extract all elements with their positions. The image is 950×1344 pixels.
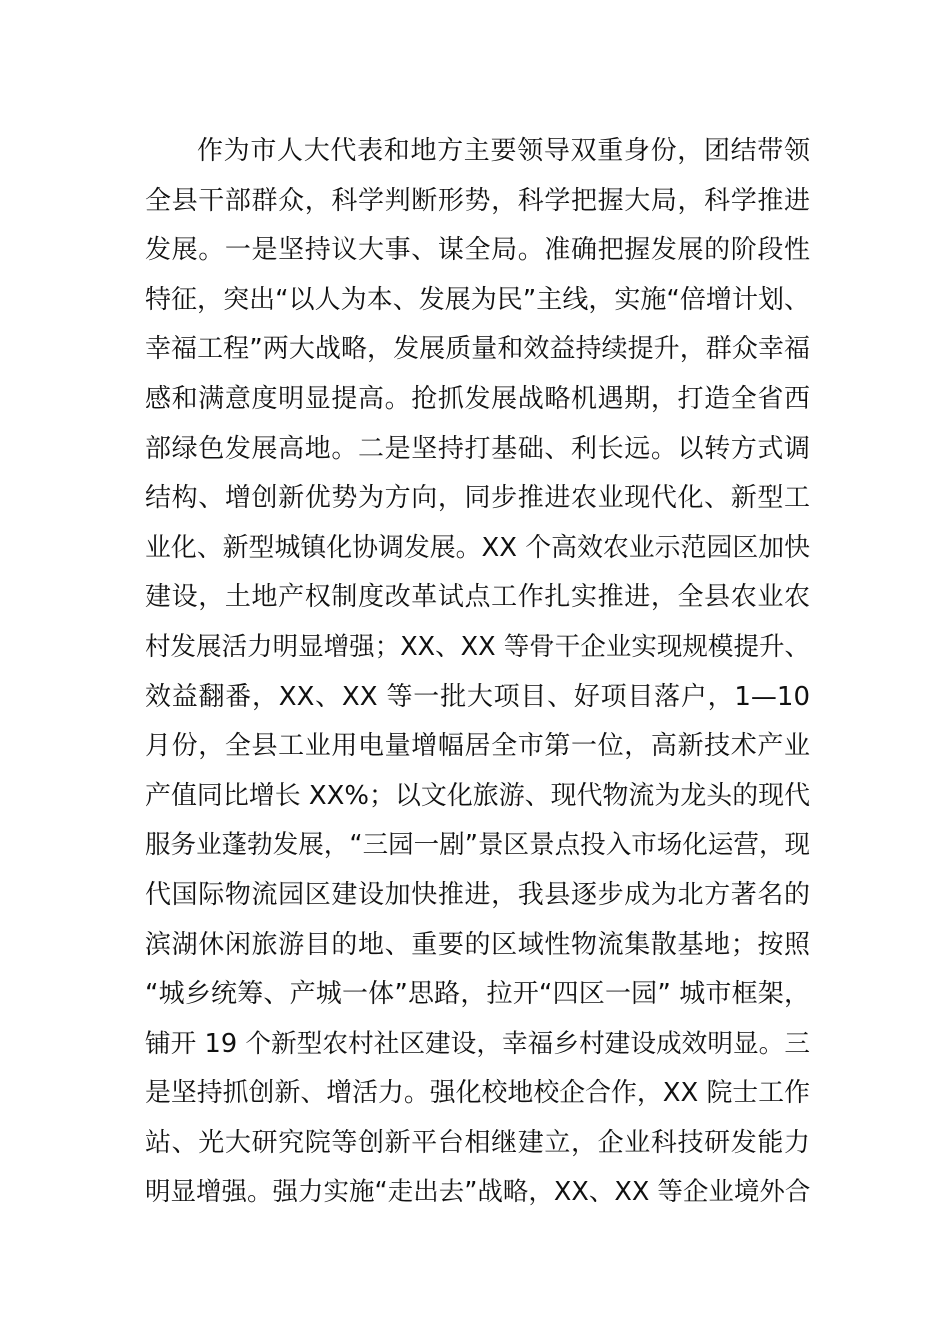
text-line: 代国际物流园区建设加快推进，我县逐步成为北方著名的 bbox=[145, 879, 810, 910]
text-line: 铺开 19 个新型农村社区建设，幸福乡村建设成效明显。三 bbox=[145, 1028, 810, 1059]
text-line: 幸福工程”两大战略，发展质量和效益持续提升，群众幸福 bbox=[145, 334, 810, 365]
text-line: 村发展活力明显增强；XX、XX 等骨干企业实现规模提升、 bbox=[145, 631, 810, 662]
text-line: 感和满意度明显提高。抢抓发展战略机遇期，打造全省西 bbox=[145, 383, 810, 414]
text-line: 明显增强。强力实施“走出去”战略，XX、XX 等企业境外合 bbox=[145, 1177, 811, 1208]
text-line: 站、光大研究院等创新平台相继建立，企业科技研发能力 bbox=[145, 1127, 810, 1158]
text-line: 发展。一是坚持议大事、谋全局。准确把握发展的阶段性 bbox=[145, 235, 810, 266]
text-line: 特征，突出“以人为本、发展为民”主线，实施“倍增计划、 bbox=[145, 284, 810, 315]
text-line: 全县干部群众，科学判断形势，科学把握大局，科学推进 bbox=[145, 185, 810, 216]
text-line: 结构、增创新优势为方向，同步推进农业现代化、新型工 bbox=[145, 483, 810, 514]
text-line: 产值同比增长 XX%；以文化旅游、现代物流为龙头的现代 bbox=[145, 780, 810, 811]
text-line: 部绿色发展高地。二是坚持打基础、利长远。以转方式调 bbox=[145, 433, 810, 464]
body-paragraph bbox=[145, 127, 810, 1218]
text-line: 建设，土地产权制度改革试点工作扎实推进，全县农业农 bbox=[145, 582, 810, 613]
text-line: 效益翻番，XX、XX 等一批大项目、好项目落户，1—10 bbox=[145, 681, 810, 712]
text-line: 服务业蓬勃发展，“三园一剧”景区景点投入市场化运营，现 bbox=[145, 830, 810, 861]
text-line: “城乡统筹、产城一体”思路，拉开“四区一园” 城市框架， bbox=[145, 979, 810, 1010]
text-line: 月份，全县工业用电量增幅居全市第一位，高新技术产业 bbox=[145, 731, 810, 762]
text-line: 是坚持抓创新、增活力。强化校地校企合作，XX 院士工作 bbox=[145, 1078, 810, 1109]
text-line: 业化、新型城镇化协调发展。XX 个高效农业示范园区加快 bbox=[145, 532, 810, 563]
text-line: 作为市人大代表和地方主要领导双重身份，团结带领 bbox=[197, 136, 810, 166]
text-line: 滨湖休闲旅游目的地、重要的区域性物流集散基地；按照 bbox=[145, 929, 810, 960]
